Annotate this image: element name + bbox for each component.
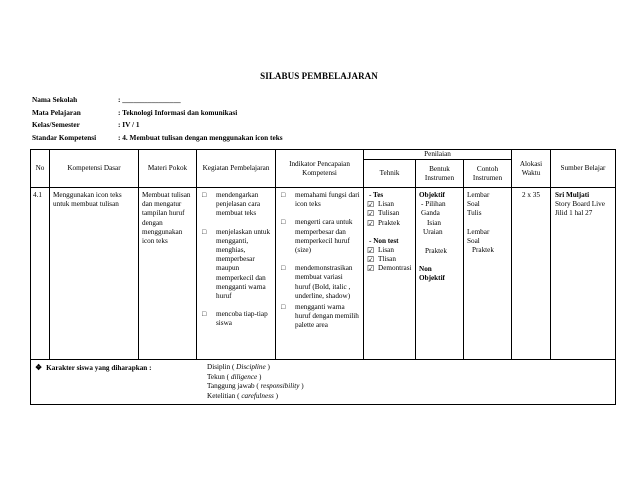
bentuk-non-objektif: Non Objektif xyxy=(419,265,445,283)
syllabus-table xyxy=(30,149,616,405)
info-label: Standar Kompetensi xyxy=(32,132,97,142)
info-value: : Teknologi Informasi dan komunikasi xyxy=(118,107,238,117)
sumber-reference: Story Board Live Jilid 1 hal 27 xyxy=(555,200,605,218)
cell-kompetensi-dasar: Menggunakan icon teks untuk membuat tulisan xyxy=(53,191,122,209)
cell-kegiatan xyxy=(197,188,275,340)
bentuk-uraian: Uraian xyxy=(423,227,443,236)
list-item: ☑ Lisan xyxy=(367,200,394,210)
info-row-nama-sekolah xyxy=(32,94,283,107)
list-item: ☑ Lisan xyxy=(367,246,394,256)
cell-indikator xyxy=(276,188,363,342)
header-kompetensi-dasar: Kompetensi Dasar xyxy=(50,150,139,188)
bullet-icon: □ xyxy=(281,191,286,199)
cell-sumber xyxy=(551,188,615,221)
list-item: □ mengerti cara untuk memperbesar dan memperkecil huruf (size) xyxy=(281,218,353,255)
bullet-icon: □ xyxy=(202,227,207,236)
bullet-icon: □ xyxy=(202,310,207,319)
header-bentuk: Bentuk Instrumen xyxy=(416,160,464,188)
bentuk-isian: Isian xyxy=(427,218,441,227)
checkbox-checked-icon: ☑ xyxy=(367,255,375,265)
teknik-tes-label: - Tes xyxy=(369,191,384,199)
list-item: ☑ Praktek xyxy=(367,218,400,228)
header-kegiatan: Kegiatan Pembelajaran xyxy=(197,150,276,188)
info-value: : 4. Membuat tulisan dengan menggunakan icon teks xyxy=(118,132,283,142)
bullet-icon: □ xyxy=(281,303,286,312)
cell-teknik xyxy=(364,188,415,276)
list-item: □ menjelaskan untuk mengganti, menghias, memperbesar maupun memperkecil dan mengganti warna huruf xyxy=(202,227,271,301)
contoh-lembar-soal: Lembar Soal xyxy=(467,227,490,245)
list-item: ☑ Tlisan xyxy=(367,255,396,265)
karakter-values xyxy=(207,363,304,401)
bullet-icon: □ xyxy=(281,218,286,227)
bentuk-praktek: Praktek xyxy=(425,247,447,256)
bentuk-objektif: Objektif xyxy=(419,191,445,199)
header-penilaian: Penilaian xyxy=(364,150,512,160)
header-indikator: Indikator Pencapaian Kompetensi xyxy=(276,150,364,188)
checkbox-checked-icon: ☑ xyxy=(367,218,375,228)
cell-alokasi: 2 x 35 xyxy=(522,191,540,199)
info-block xyxy=(32,94,283,144)
list-item: Ketelitian ( carefulness ) xyxy=(207,391,279,400)
teknik-nontes-label: - Non test xyxy=(369,236,399,245)
header-no: No xyxy=(31,150,50,188)
karakter-label: Karakter siswa yang diharapkan : xyxy=(46,364,152,372)
checkbox-checked-icon: ☑ xyxy=(367,209,375,219)
bullet-icon: □ xyxy=(281,264,286,273)
karakter-row xyxy=(31,360,616,405)
contoh-praktek: Praktek xyxy=(472,246,494,255)
info-label: Mata Pelajaran xyxy=(32,107,81,117)
list-item: □ memahami fungsi dari icon teks xyxy=(281,191,360,209)
list-item: □ mendemonstrasikan membuat variasi huruf (Bold, italic , underline, shadow) xyxy=(281,264,353,300)
list-item: ☑ Tulisan xyxy=(367,209,400,219)
info-label: Kelas/Semester xyxy=(32,120,80,129)
list-item: □ mendengarkan penjelasan cara membuat teks xyxy=(202,191,261,218)
cell-contoh xyxy=(464,188,511,257)
info-value: : ________________ xyxy=(118,95,181,104)
cell-materi-pokok: Membuat tulisan dan mengatur tampilan huruf dengan menggunakan icon teks xyxy=(142,191,191,246)
checkbox-checked-icon: ☑ xyxy=(367,264,375,274)
cell-bentuk xyxy=(416,188,463,286)
info-row-standar-kompetensi xyxy=(32,132,283,145)
page-title: SILABUS PEMBELAJARAN xyxy=(260,71,378,81)
table-row xyxy=(31,188,616,360)
checkbox-checked-icon: ☑ xyxy=(367,246,375,256)
checkbox-checked-icon: ☑ xyxy=(367,200,375,210)
info-value: : IV / 1 xyxy=(118,120,140,129)
list-item: Disiplin ( Discipline ) xyxy=(207,363,270,371)
list-item: Tanggung jawab ( responsibility ) xyxy=(207,382,304,391)
info-row-kelas-semester xyxy=(32,119,283,132)
diamond-bullet-icon: ❖ xyxy=(35,363,43,372)
list-item: ☑ Demontrasi xyxy=(367,264,412,274)
cell-no: 4.1 xyxy=(33,191,42,199)
header-sumber: Sumber Belajar xyxy=(551,150,616,188)
list-item: □ mencoba tiap-tiap siswa xyxy=(202,310,268,328)
bentuk-pilihan: - Pilihan Ganda xyxy=(421,200,446,218)
info-row-mata-pelajaran xyxy=(32,107,283,120)
list-item: Tekun ( diligence ) xyxy=(207,372,262,381)
header-teknik: Tehnik xyxy=(364,160,416,188)
info-label: Nama Sekolah xyxy=(32,95,78,104)
bullet-icon: □ xyxy=(202,191,207,199)
header-contoh: Contoh Instrumen xyxy=(464,160,512,188)
contoh-lembar-soal-tulis: Lembar Soal Tulis xyxy=(467,191,490,218)
header-materi-pokok: Materi Pokok xyxy=(139,150,197,188)
header-alokasi: Alokasi Waktu xyxy=(512,150,551,188)
list-item: □ mengganti warna huruf dengan memilih palette area xyxy=(281,303,359,330)
sumber-author: Sri Muljati xyxy=(555,191,590,199)
